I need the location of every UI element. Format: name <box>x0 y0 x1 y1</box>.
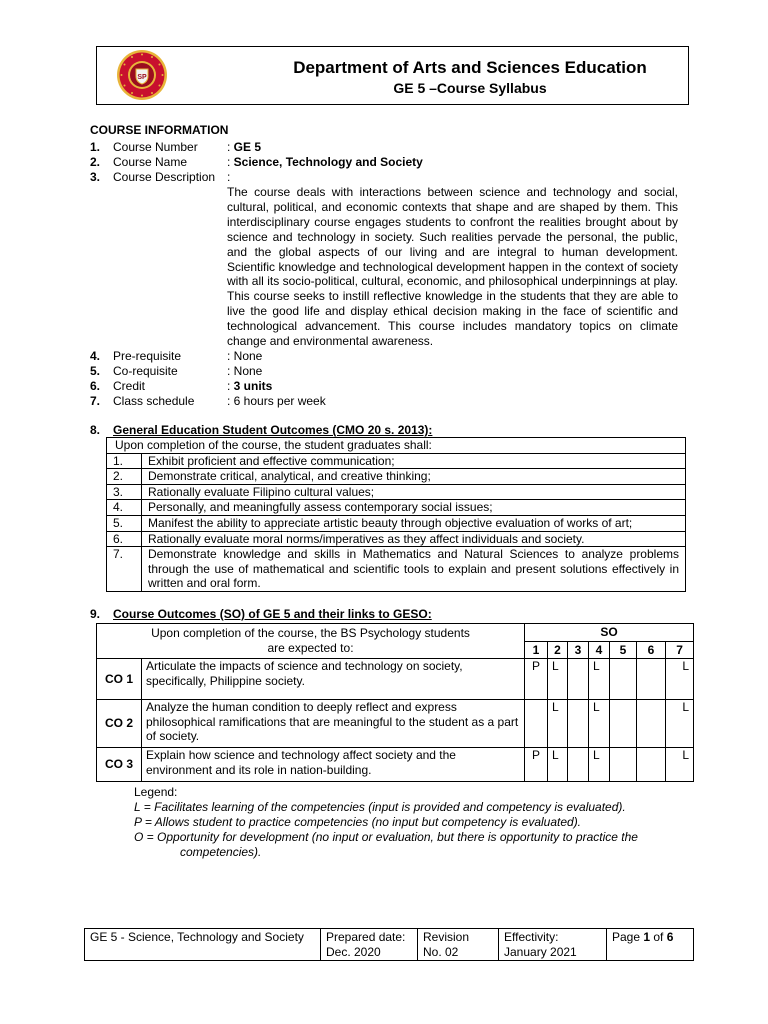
so-mark-cell <box>637 659 666 700</box>
so-mark-cell: L <box>666 700 694 748</box>
so-mark-cell <box>610 748 637 782</box>
co-heading: Course Outcomes (SO) of GE 5 and their links to GESO: <box>113 607 432 621</box>
legend-p: P = Allows student to practice competencies (no input but competency is evaluated). <box>134 815 582 829</box>
item-label: Co-requisite <box>113 364 178 378</box>
item-number: 4. <box>90 349 101 363</box>
course-name-value: Science, Technology and Society <box>233 155 423 169</box>
so-mark-cell: P <box>525 659 548 700</box>
table-row <box>107 500 686 516</box>
item-number: 6. <box>90 379 101 393</box>
so-mark-cell <box>568 748 589 782</box>
table-row <box>97 748 694 782</box>
table-row <box>97 700 694 748</box>
geso-number-cell: 5. <box>107 515 142 531</box>
so-column-header: 1 <box>525 642 548 659</box>
table-row <box>85 929 694 961</box>
co-id-cell: CO 1 <box>97 659 142 700</box>
revision-label: Revision <box>423 930 470 944</box>
item-label: Class schedule <box>113 394 195 408</box>
item-number: 1. <box>90 140 101 154</box>
legend-title: Legend: <box>134 785 178 799</box>
item-label: Pre-requisite <box>113 349 182 363</box>
page-prefix: Page <box>612 930 644 944</box>
legend-l: L = Facilitates learning of the competencies (input is provided and competency is evaluated). <box>134 800 626 814</box>
so-column-header: 6 <box>637 642 666 659</box>
legend-o: O = Opportunity for development (no input or evaluation, but there is opportunity to practice the <box>134 830 638 844</box>
so-mark-cell: L <box>589 700 610 748</box>
so-column-header: 4 <box>589 642 610 659</box>
so-header: SO <box>525 624 694 642</box>
co-text-cell: Explain how science and technology affect society and the environment and its role in nation-building. <box>142 748 525 782</box>
so-mark-cell: L <box>548 748 568 782</box>
table-row <box>107 438 686 454</box>
item-number: 3. <box>90 170 101 184</box>
item-separator: : <box>227 394 234 408</box>
item-separator: : <box>227 140 234 154</box>
geso-text-cell: Personally, and meaningfully assess contemporary social issues; <box>142 500 686 516</box>
geso-text-cell: Demonstrate knowledge and skills in Mathematics and Natural Sciences to analyze problems through the use of mathematical and scientific tools to explain and present solutions effectively in written and oral form. <box>142 547 686 592</box>
so-column-header: 2 <box>548 642 568 659</box>
so-column-header: 7 <box>666 642 694 659</box>
geso-number-cell: 4. <box>107 500 142 516</box>
geso-text-cell: Rationally evaluate moral norms/imperatives as they affect individuals and society. <box>142 531 686 547</box>
item-number: 7. <box>90 394 101 408</box>
so-mark-cell <box>568 700 589 748</box>
item-separator: : <box>227 364 234 378</box>
geso-text-cell: Demonstrate critical, analytical, and creative thinking; <box>142 469 686 485</box>
geso-number-cell: 3. <box>107 484 142 500</box>
so-mark-cell: L <box>548 659 568 700</box>
geso-number-cell: 7. <box>107 547 142 592</box>
geso-intro: Upon completion of the course, the student graduates shall: <box>107 438 686 454</box>
footer-course: GE 5 - Science, Technology and Society <box>85 929 321 961</box>
co-id-cell: CO 2 <box>97 700 142 748</box>
co-number: 9. <box>90 607 101 621</box>
svg-text:SP: SP <box>137 74 147 81</box>
table-row <box>97 659 694 700</box>
so-mark-cell <box>525 700 548 748</box>
item-number: 2. <box>90 155 101 169</box>
item-separator: : <box>227 379 234 393</box>
prepared-value: Dec. 2020 <box>326 944 381 959</box>
course-outcomes-table <box>96 623 694 782</box>
footer-table <box>84 928 694 961</box>
prerequisite-value: None <box>233 349 263 363</box>
geso-number-cell: 2. <box>107 469 142 485</box>
item-label: Course Number <box>113 140 198 154</box>
revision-value: No. 02 <box>423 944 459 959</box>
so-mark-cell: L <box>548 700 568 748</box>
so-mark-cell: L <box>666 748 694 782</box>
co-text-cell: Analyze the human condition to deeply reflect and express philosophical ramifications that are meaningful to the student as a part of society. <box>142 700 525 748</box>
department-title: Department of Arts and Sciences Education <box>293 58 647 77</box>
geso-table <box>106 437 686 592</box>
legend-o-continued: competencies). <box>180 845 262 859</box>
table-row <box>107 453 686 469</box>
co-text-cell: Articulate the impacts of science and technology on society, specifically, Philippine society. <box>142 659 525 700</box>
table-row <box>107 531 686 547</box>
geso-heading: General Education Student Outcomes (CMO 20 s. 2013): <box>113 423 433 437</box>
table-row <box>107 484 686 500</box>
so-mark-cell: P <box>525 748 548 782</box>
so-column-header: 5 <box>610 642 637 659</box>
co-id-cell: CO 3 <box>97 748 142 782</box>
so-column-header: 3 <box>568 642 589 659</box>
course-description: The course deals with interactions between science and technology and social, cultural, political, and economic contexts that shape and are shaped by them. This interdisciplinary course engages students to confront the realities brought about by science and technology in society. Such realities pervade the personal, the public, and the global aspects of our living and are integral to human development. Scientific knowledge and technological development happen in the context of society with all its socio-political, cultural, economic, and philosophical underpinnings at play. This course seeks to instill reflective knowledge in the students that they are able to live the good life and display ethical decision making in the face of scientific and technological advancement. This course includes mandatory topics on climate change and environmental awareness. <box>227 185 678 349</box>
page-number: 1 <box>643 930 651 944</box>
geso-number-cell: 6. <box>107 531 142 547</box>
course-number-value: GE 5 <box>233 140 262 154</box>
so-mark-cell <box>637 700 666 748</box>
item-label: Course Name <box>113 155 188 169</box>
table-row <box>97 624 694 642</box>
footer-revision <box>418 929 499 961</box>
effectivity-value: January 2021 <box>504 944 577 959</box>
item-separator: : <box>227 349 234 363</box>
legend <box>134 785 694 860</box>
page-total: 6 <box>666 930 674 944</box>
so-mark-cell: L <box>589 748 610 782</box>
effectivity-label: Effectivity: <box>504 930 559 944</box>
item-separator: : <box>227 155 234 169</box>
table-row <box>107 515 686 531</box>
so-mark-cell <box>568 659 589 700</box>
geso-text-cell: Manifest the ability to appreciate artistic beauty through objective evaluation of works of art; <box>142 515 686 531</box>
corequisite-value: None <box>233 364 263 378</box>
item-label: Course Description <box>113 170 216 184</box>
geso-text-cell: Exhibit proficient and effective communication; <box>142 453 686 469</box>
geso-text-cell: Rationally evaluate Filipino cultural values; <box>142 484 686 500</box>
item-number: 5. <box>90 364 101 378</box>
credit-value: 3 units <box>233 379 273 393</box>
footer-effectivity <box>499 929 607 961</box>
geso-number: 8. <box>90 423 101 437</box>
prepared-label: Prepared date: <box>326 930 406 944</box>
so-mark-cell <box>610 659 637 700</box>
item-separator: : <box>227 170 231 184</box>
college-seal-logo <box>116 49 168 101</box>
class-schedule-value: 6 hours per week <box>233 394 326 408</box>
syllabus-subtitle: GE 5 –Course Syllabus <box>393 80 547 96</box>
page-of: of <box>650 930 667 944</box>
co-intro: Upon completion of the course, the BS Psychology students are expected to: <box>97 624 525 659</box>
item-label: Credit <box>113 379 146 393</box>
table-row <box>107 547 686 592</box>
geso-number-cell: 1. <box>107 453 142 469</box>
footer-page <box>607 929 694 961</box>
so-mark-cell: L <box>589 659 610 700</box>
so-mark-cell <box>610 700 637 748</box>
table-row <box>107 469 686 485</box>
course-info-heading: COURSE INFORMATION <box>90 123 229 137</box>
footer-prepared <box>321 929 418 961</box>
so-mark-cell <box>637 748 666 782</box>
so-mark-cell: L <box>666 659 694 700</box>
